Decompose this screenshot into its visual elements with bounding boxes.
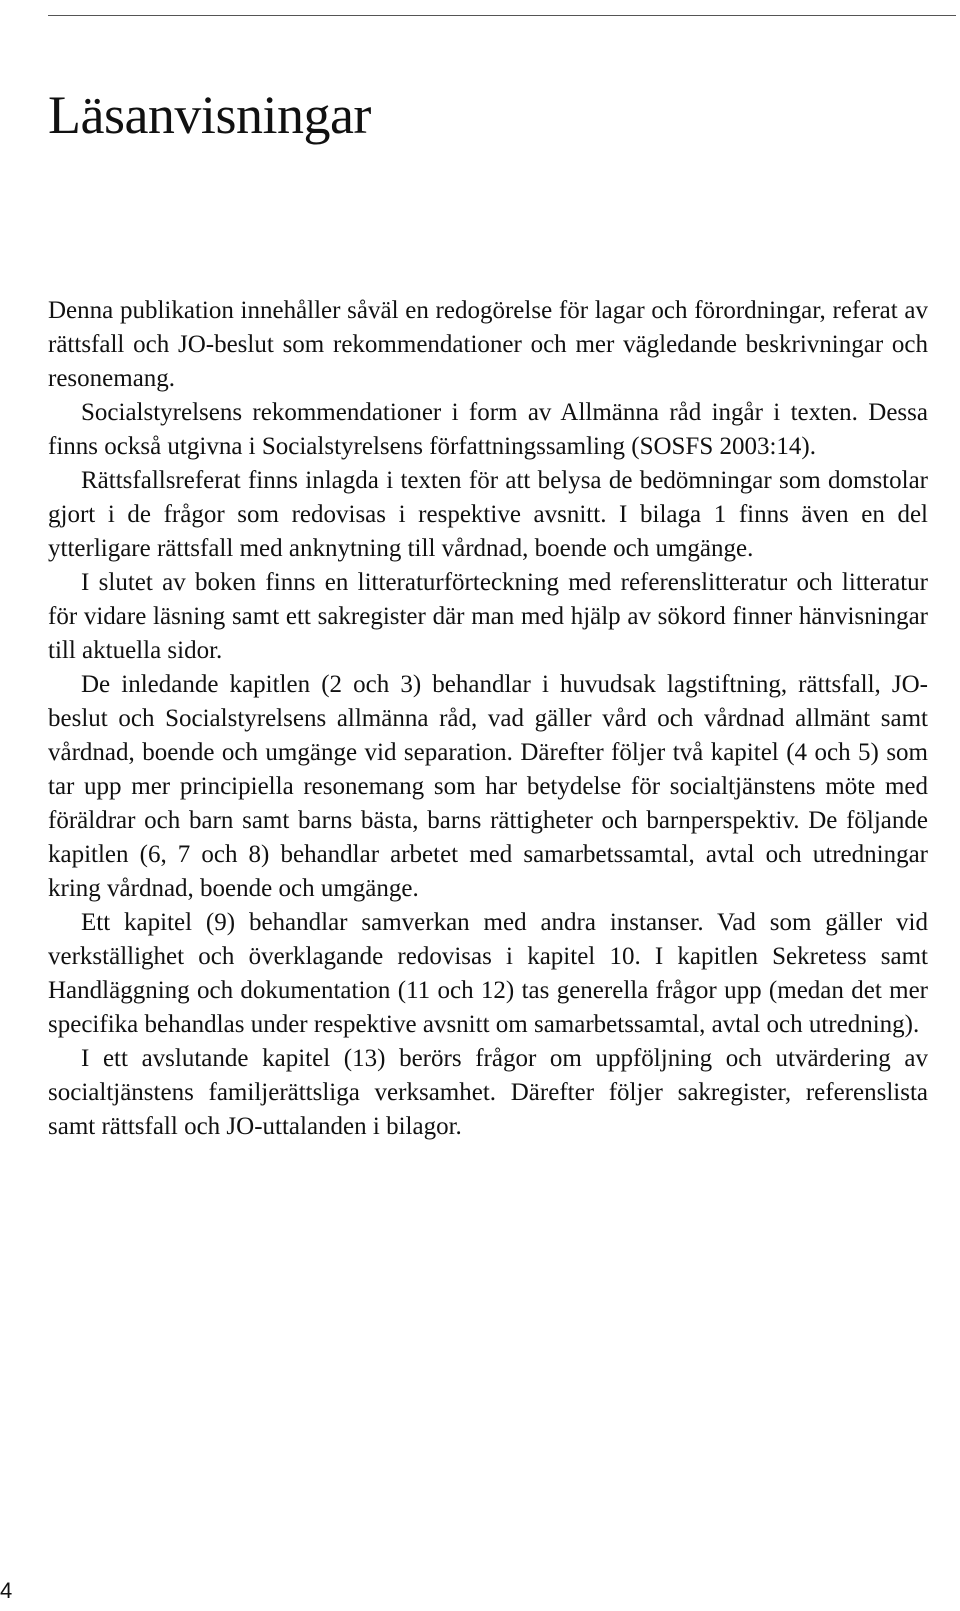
page-number: 4 [0, 1578, 13, 1603]
header-rule [48, 15, 956, 16]
page-title: Läsanvisningar [48, 85, 371, 145]
paragraph-intro: Denna publikation innehåller såväl en redogörelse för lagar och förordningar, referat av rättsfall och JO-beslut som rekommendationer och mer vägledande beskrivningar och resonemang. [48, 297, 928, 392]
paragraph-kapitel-9-12: Ett kapitel (9) behandlar samverkan med andra instanser. Vad som gäller vid verkställighet och överklagande redovisas i kapitel 10. I kapitlen Sekretess samt Handläggning och dokumentation (11 och 12) tas generella frågor upp (medan det mer specifika behandlas under respektive avsnitt om samarbetssamtal, avtal och utredning). [48, 909, 928, 1038]
body-text [48, 294, 928, 1144]
paragraph-kapitel-2-8: De inledande kapitlen (2 och 3) behandlar i huvudsak lagstiftning, rättsfall, JO-beslut och Socialstyrelsens allmänna råd, vad gäller vård och vårdnad allmänt samt vårdnad, boende och umgänge vid separation. Därefter följer två kapitel (4 och 5) som tar upp mer principiella resonemang som har betydelse för socialtjänstens möte med föräldrar och barn samt barns bästa, barns rättigheter och barnperspektiv. De följande kapitlen (6, 7 och 8) behandlar arbetet med samarbetssamtal, avtal och utredningar kring vårdnad, boende och umgänge. [48, 671, 928, 902]
paragraph-kapitel-13: I ett avslutande kapitel (13) berörs frågor om uppföljning och utvärdering av socialtjänstens familjerättsliga verksamhet. Därefter följer sakregister, referenslista samt rättsfall och JO-uttalanden i bilagor. [48, 1045, 928, 1140]
paragraph-rattsfall: Rättsfallsreferat finns inlagda i texten för att belysa de bedömningar som domstolar gjort i de frågor som redovisas i respektive avsnitt. I bilaga 1 finns även en del ytterligare rättsfall med anknytning till vårdnad, boende och umgänge. [48, 467, 928, 562]
paragraph-allmanna-rad: Socialstyrelsens rekommendationer i form av Allmänna råd ingår i texten. Dessa finns också utgivna i Socialstyrelsens författningssamling (SOSFS 2003:14). [48, 399, 928, 460]
paragraph-litteratur: I slutet av boken finns en litteraturförteckning med referenslitteratur och litteratur för vidare läsning samt ett sakregister där man med hjälp av sökord finner hänvisningar till aktuella sidor. [48, 569, 928, 664]
